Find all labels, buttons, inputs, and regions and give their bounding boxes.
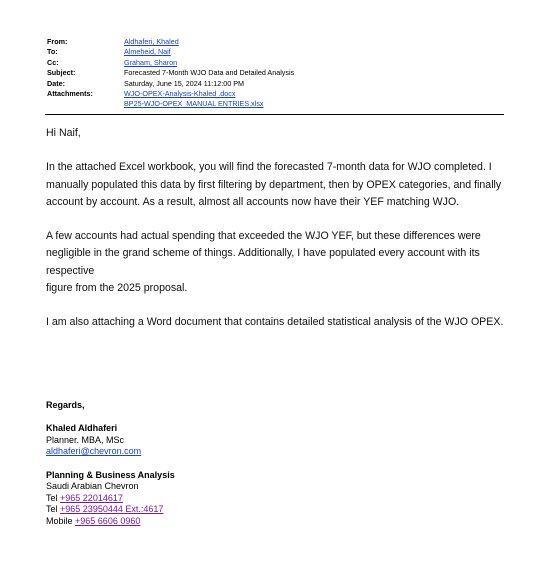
signer-title: Planner. MBA, MSc [46,434,125,445]
signer-company: Saudi Arabian Chevron [46,481,139,492]
paragraph-1-end: account by account. As a result, almost all accounts now have their YEF matching WJO. [46,195,460,208]
tel1-label: Tel [46,492,58,503]
tel2-label: Tel [46,504,58,515]
greeting: Hi Naif, [46,127,81,139]
date-label: Date: [47,78,65,88]
paragraph-2-end: figure from the 2025 proposal. [46,281,188,294]
signature-block [46,400,446,528]
signer-email-link[interactable]: aldhaferi@chevron.com [46,446,142,457]
subject-row [47,68,503,78]
cc-row [47,58,503,68]
paragraph-3: I am also attaching a Word document that contains detailed statistical analysis of the WJO OPEX. [46,316,504,329]
tel1-link[interactable]: +965 22014617 [60,492,123,503]
cc-link[interactable]: Graham, Sharon [124,57,178,67]
to-link[interactable]: Almeheid, Naif [124,47,171,57]
attachments-label: Attachments: [47,89,93,99]
date-row [47,79,503,89]
from-link[interactable]: Aldhaferi, Khaled [124,37,179,46]
from-row [47,37,503,47]
email-body [46,125,506,331]
to-label: To: [47,47,58,57]
to-row [47,47,503,57]
subject-value: Forecasted 7-Month WJO Data and Detailed Analysis [124,68,295,78]
attachment-xlsx-link[interactable]: BP25-WJO-OPEX_MANUAL ENTRIES.xlsx [124,99,264,109]
mobile-label: Mobile [46,515,73,526]
header-divider [45,114,504,115]
paragraph-1-main: In the attached Excel workbook, you will find the forecasted 7-month data for WJO completed. I manually populated this data by first filtering by department, then by OPEX categories, and finally [46,161,502,191]
signer-department: Planning & Business Analysis [46,469,175,480]
tel2-link[interactable]: +965 23950444 Ext.:4617 [60,504,164,515]
date-value: Saturday, June 15, 2024 11:12:00 PM [124,78,245,88]
signer-name: Khaled Aldhaferi [46,423,118,434]
attachment-docx-link[interactable]: WJO-OPEX-Analysis-Khaled .docx [124,89,236,99]
regards: Regards, [46,400,85,410]
from-label: From: [47,37,68,46]
paragraph-2-main: A few accounts had actual spending that exceeded the WJO YEF, but these differences were negligible in the grand scheme of things. Additionally, I have populated every account with its respective [46,230,481,277]
subject-label: Subject: [47,68,76,78]
attachments-row [47,89,503,110]
mobile-link[interactable]: +965 6606 0960 [75,515,141,526]
cc-label: Cc: [47,57,59,67]
email-header [47,37,503,110]
